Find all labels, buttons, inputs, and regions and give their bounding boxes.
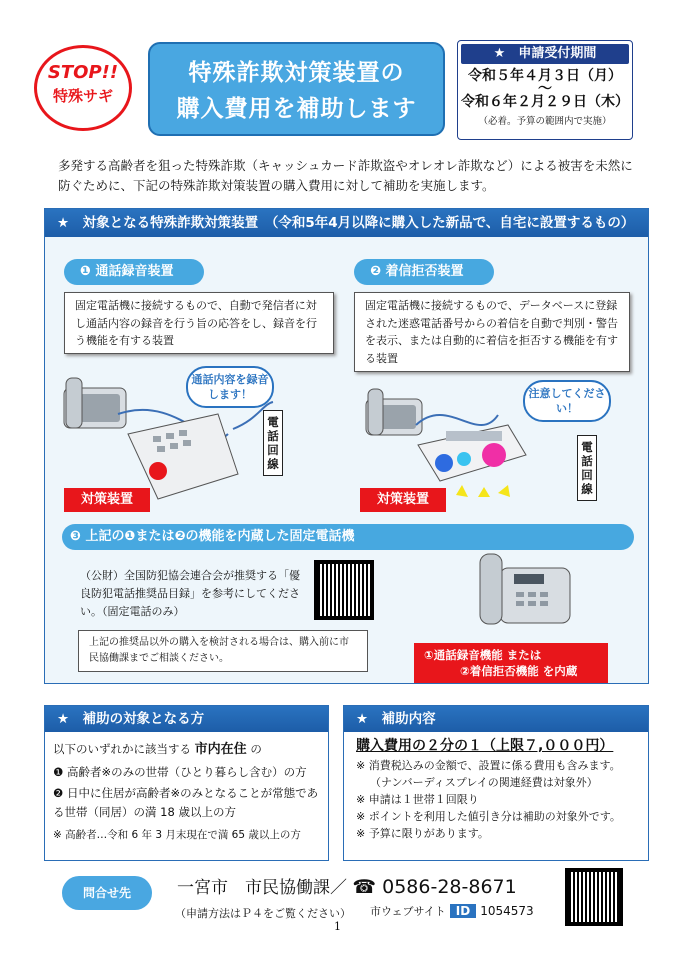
qr-code-icon xyxy=(314,560,374,620)
contact-button: 問合せ先 xyxy=(62,876,152,910)
period-end: 令和６年２月２９日（木） xyxy=(461,94,629,110)
content-note2: ※ 申請は１世帯１回限り xyxy=(356,793,479,806)
device1-desc: 固定電話機に接続するもので、自動で発信者に対し通話内容の録音を行う旨の応答をし、録音を行う機能を有する装置 xyxy=(64,292,334,354)
contact-line xyxy=(177,873,517,898)
target-section xyxy=(44,705,329,861)
target-resident: 市内在住 xyxy=(194,742,247,757)
device1-phone-line: 電話回線 xyxy=(263,410,283,476)
title-line2: 購入費用を補助します xyxy=(176,96,417,122)
application-note: （申請方法はＰ４をご覧ください） xyxy=(175,907,351,920)
contact-tel: ☎ 0586-28-8671 xyxy=(352,876,517,898)
content-note3: ※ ポイントを利用した値引き分は補助の対象外です。 xyxy=(356,810,621,823)
web-label: 市ウェブサイト xyxy=(370,905,446,918)
device2-desc: 固定電話機に接続するもので、データベースに登録された迷惑電話番号からの着信を自動で判別・警告を表示、または自動的に着信を拒否する機能を有する装置 xyxy=(354,292,630,372)
period-heading: ★ 申請受付期間 xyxy=(461,44,629,64)
device1-label: ❶ 通話録音装置 xyxy=(64,259,204,285)
target-item1: ❶ 高齢者※のみの世帯（ひとり暮らし含む）の方 xyxy=(53,765,307,779)
title-line1: 特殊詐欺対策装置の xyxy=(188,60,405,86)
device2-tag: 対策装置 xyxy=(360,488,446,512)
desk-phone-icon xyxy=(64,378,126,428)
content-heading: ★ 補助内容 xyxy=(344,706,648,732)
fraud-text: 特殊サギ xyxy=(52,87,113,105)
period-start: 令和５年４月３日（月） xyxy=(468,68,622,84)
blocker-device-icon xyxy=(418,425,526,497)
device2-bubble: 注意してください！ xyxy=(523,380,611,422)
stop-badge xyxy=(34,45,132,131)
device1-bubble: 通話内容を録音します！ xyxy=(186,366,274,408)
period-note: （必着。予算の範囲内で実施） xyxy=(478,116,612,127)
builtin-line1: ①通話録音機能 または xyxy=(424,648,542,662)
device1-tag: 対策装置 xyxy=(64,488,150,512)
content-note4: ※ 予算に限りがあります。 xyxy=(356,827,489,840)
device2-label: ❷ 着信拒否装置 xyxy=(354,259,494,285)
contact-org: 一宮市 市民協働課／ xyxy=(177,878,347,898)
subsidy-amount: 購入費用の２分の１（上限７,０００円） xyxy=(356,738,614,754)
stop-text: STOP!! xyxy=(47,62,119,83)
content-note1: ※ 消費税込みの金額で、設置に係る費用も含みます。 xyxy=(356,759,621,772)
desk-phone-icon xyxy=(366,389,422,435)
device3-label: ❸ 上記の❶または❷の機能を内蔵した固定電話機 xyxy=(62,524,634,550)
target-heading: ★ 補助の対象となる方 xyxy=(45,706,328,732)
target-lead: 以下のいずれかに該当する 市内在住 の xyxy=(53,742,262,757)
content-section xyxy=(343,705,649,861)
application-period xyxy=(457,40,633,140)
intro-text: 多発する高齢者を狙った特殊詐欺（キャッシュカード詐欺盗やオレオレ詐欺など）による被害を未然に防ぐために、下記の特殊詐欺対策装置の購入費用に対して補助を実施します。 xyxy=(58,158,633,193)
devices-heading: ★ 対象となる特殊詐欺対策装置 （令和5年4月以降に購入した新品で、自宅に設置するもの） xyxy=(45,209,648,237)
period-tilde: ～ xyxy=(538,81,552,97)
device3-note: 上記の推奨品以外の購入を検討される場合は、購入前に市民協働課までご相談ください。 xyxy=(78,630,368,672)
landline-phone-icon xyxy=(480,554,570,624)
landline-phone-illustration xyxy=(470,548,580,638)
target-note: ※ 高齢者…令和 6 年 3 月末現在で満 65 歳以上の方 xyxy=(53,829,301,841)
device2-phone-line: 電話回線 xyxy=(577,435,597,501)
builtin-line2: ②着信拒否機能 を内蔵 xyxy=(460,664,578,678)
content-note1b: （ナンバーディスプレイの関連経費は対象外） xyxy=(370,776,598,789)
page-title xyxy=(148,42,445,136)
page-number: 1 xyxy=(334,920,341,933)
target-item2: ❷ 日中に住居が高齢者※のみとなることが常態である世帯（同居）の満 18 歳以上の方 xyxy=(53,786,319,819)
recorder-device-icon xyxy=(128,414,238,499)
builtin-functions-box xyxy=(414,643,608,683)
footer-qr-code-icon xyxy=(565,868,623,926)
id-number: 1054573 xyxy=(480,904,534,918)
device3-desc: （公財）全国防犯協会連合会が推奨する「優良防犯電話推奨品目録」を参考にしてください。（固定電話のみ） xyxy=(80,569,300,618)
web-reference xyxy=(370,903,534,919)
id-badge: ID xyxy=(450,904,476,918)
